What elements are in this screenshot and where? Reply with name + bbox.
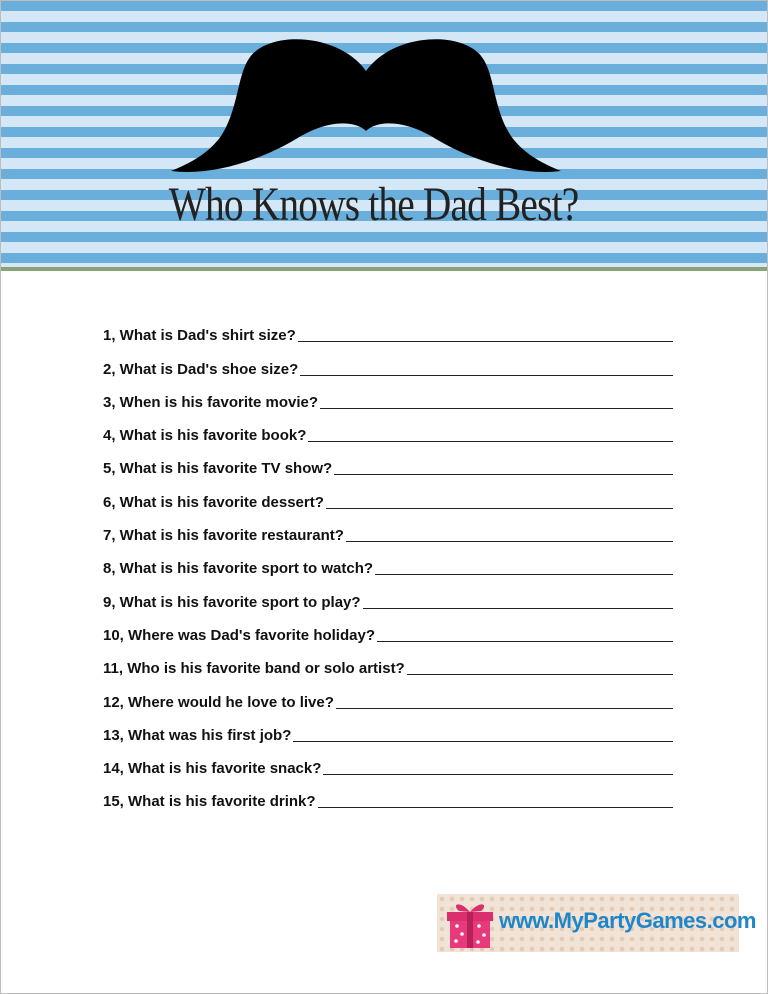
- answer-line[interactable]: [336, 707, 673, 709]
- question-row: [103, 444, 673, 477]
- question-row: [103, 511, 673, 544]
- question-text: 7, What is his favorite restaurant?: [103, 527, 344, 545]
- question-text: 2, What is Dad's shoe size?: [103, 360, 299, 378]
- question-text: 8, What is his favorite sport to watch?: [103, 560, 374, 578]
- question-row: [103, 677, 673, 710]
- answer-line[interactable]: [293, 740, 673, 742]
- striped-header: [1, 1, 767, 269]
- answer-line[interactable]: [346, 540, 673, 542]
- question-row: [103, 378, 673, 411]
- answer-line[interactable]: [326, 507, 673, 509]
- question-text: 6, What is his favorite dessert?: [103, 493, 324, 511]
- question-text: 10, Where was Dad's favorite holiday?: [103, 626, 375, 644]
- answer-line[interactable]: [323, 773, 673, 775]
- question-list: [103, 311, 673, 810]
- question-text: 4, What is his favorite book?: [103, 427, 307, 445]
- gift-icon: [445, 898, 495, 950]
- website-link[interactable]: www.MyPartyGames.com: [499, 908, 756, 933]
- question-text: 11, Who is his favorite band or solo artist?: [103, 660, 405, 678]
- answer-line[interactable]: [320, 407, 673, 409]
- question-text: 14, What is his favorite snack?: [103, 760, 322, 778]
- answer-line[interactable]: [318, 806, 673, 808]
- question-row: [103, 644, 673, 677]
- question-row: [103, 711, 673, 744]
- answer-line[interactable]: [375, 573, 673, 575]
- question-text: 13, What was his first job?: [103, 726, 292, 744]
- answer-line[interactable]: [363, 607, 673, 609]
- question-row: [103, 411, 673, 444]
- question-row: [103, 611, 673, 644]
- question-text: 15, What is his favorite drink?: [103, 793, 316, 811]
- question-text: 1, What is Dad's shirt size?: [103, 327, 296, 345]
- answer-line[interactable]: [334, 473, 673, 475]
- answer-line[interactable]: [298, 340, 673, 342]
- question-row: [103, 344, 673, 377]
- question-row: [103, 577, 673, 610]
- website-badge: [437, 894, 756, 952]
- header-divider: [1, 267, 767, 271]
- question-row: [103, 477, 673, 510]
- question-row: [103, 777, 673, 810]
- page-title: Who Knows the Dad Best?: [168, 178, 579, 231]
- question-text: 12, Where would he love to live?: [103, 693, 334, 711]
- question-text: 9, What is his favorite sport to play?: [103, 593, 361, 611]
- question-row: [103, 744, 673, 777]
- question-text: 3, When is his favorite movie?: [103, 393, 319, 411]
- answer-line[interactable]: [407, 673, 673, 675]
- answer-line[interactable]: [308, 440, 673, 442]
- question-row: [103, 544, 673, 577]
- question-row: [103, 311, 673, 344]
- answer-line[interactable]: [377, 640, 673, 642]
- mustache-icon: [171, 31, 561, 181]
- answer-line[interactable]: [300, 374, 673, 376]
- question-text: 5, What is his favorite TV show?: [103, 460, 333, 478]
